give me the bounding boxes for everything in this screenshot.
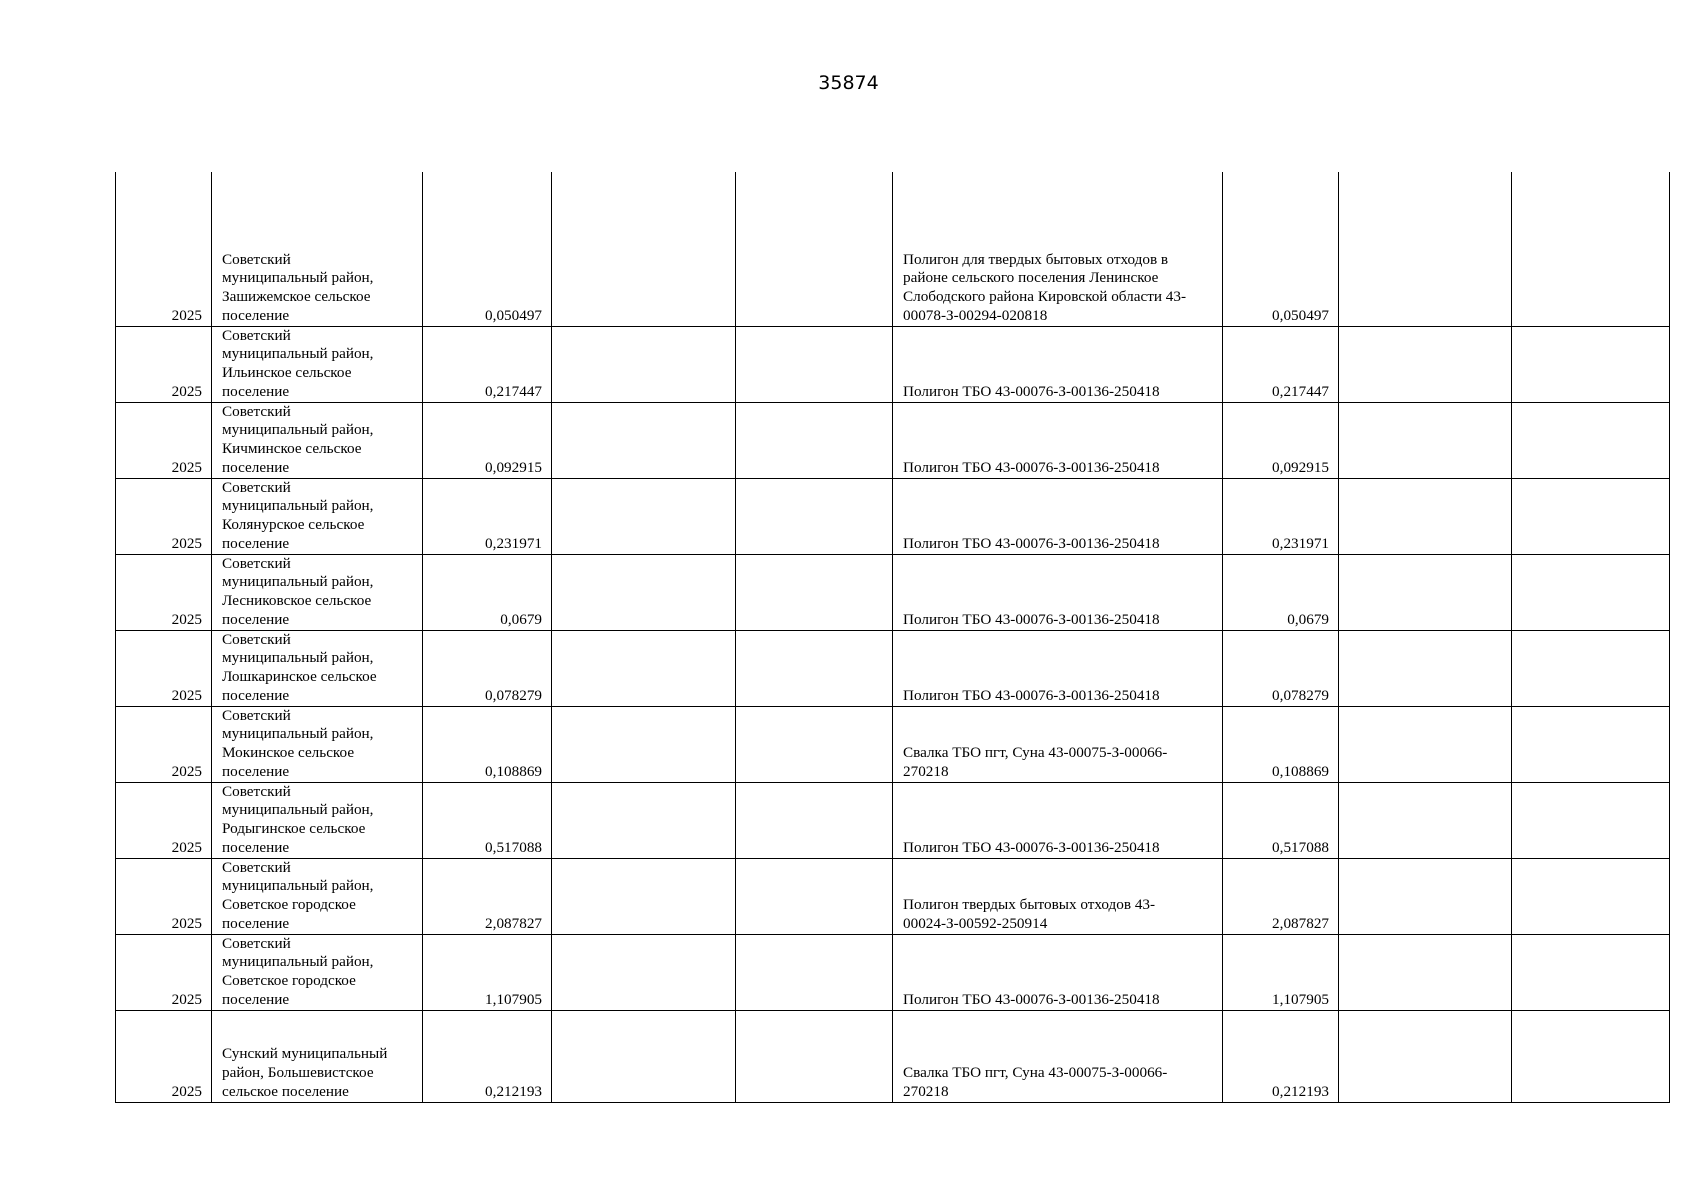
table-row: [116, 934, 1670, 1010]
empty-cell: [552, 172, 736, 326]
amount-cell: 0,517088: [423, 782, 552, 858]
empty-cell: [1512, 554, 1670, 630]
empty-cell: [1512, 630, 1670, 706]
empty-cell: [736, 554, 893, 630]
year-cell: 2025: [116, 402, 212, 478]
empty-cell: [552, 706, 736, 782]
empty-cell: [1339, 554, 1512, 630]
empty-cell: [1339, 402, 1512, 478]
municipality-cell: Советский муниципальный район, Кичминское сельское поселение: [212, 402, 423, 478]
facility-cell: Полигон для твердых бытовых отходов в районе сельского поселения Ленинское Слободского района Кировской области 43- 00078-З-00294-020818: [893, 172, 1223, 326]
empty-cell: [552, 934, 736, 1010]
empty-cell: [1512, 858, 1670, 934]
year-cell: 2025: [116, 1010, 212, 1102]
empty-cell: [1512, 172, 1670, 326]
table-row: [116, 478, 1670, 554]
empty-cell: [1512, 326, 1670, 402]
table-row: [116, 782, 1670, 858]
empty-cell: [552, 1010, 736, 1102]
municipality-cell: Советский муниципальный район, Ильинское сельское поселение: [212, 326, 423, 402]
municipality-cell: Советский муниципальный район, Советское городское поселение: [212, 858, 423, 934]
table-row: [116, 630, 1670, 706]
amount-cell: 0,078279: [423, 630, 552, 706]
year-cell: 2025: [116, 858, 212, 934]
table-body: [116, 172, 1670, 1102]
facility-cell: Полигон ТБО 43-00076-З-00136-250418: [893, 478, 1223, 554]
year-cell: 2025: [116, 782, 212, 858]
facility-amount-cell: 2,087827: [1223, 858, 1339, 934]
empty-cell: [736, 402, 893, 478]
empty-cell: [552, 858, 736, 934]
facility-amount-cell: 0,108869: [1223, 706, 1339, 782]
empty-cell: [736, 630, 893, 706]
municipality-cell: Советский муниципальный район, Родыгинское сельское поселение: [212, 782, 423, 858]
facility-cell: Свалка ТБО пгт, Суна 43-00075-З-00066- 270218: [893, 1010, 1223, 1102]
facility-cell: Полигон ТБО 43-00076-З-00136-250418: [893, 326, 1223, 402]
empty-cell: [1339, 326, 1512, 402]
facility-amount-cell: 0,0679: [1223, 554, 1339, 630]
empty-cell: [736, 858, 893, 934]
municipality-cell: Сунский муниципальный район, Большевистское сельское поселение: [212, 1010, 423, 1102]
facility-cell: Полигон твердых бытовых отходов 43- 00024-З-00592-250914: [893, 858, 1223, 934]
facility-amount-cell: 1,107905: [1223, 934, 1339, 1010]
empty-cell: [552, 630, 736, 706]
empty-cell: [552, 326, 736, 402]
waste-table: [115, 172, 1670, 1103]
facility-amount-cell: 0,517088: [1223, 782, 1339, 858]
facility-cell: Свалка ТБО пгт, Суна 43-00075-З-00066- 270218: [893, 706, 1223, 782]
year-cell: 2025: [116, 706, 212, 782]
amount-cell: 0,0679: [423, 554, 552, 630]
facility-amount-cell: 0,050497: [1223, 172, 1339, 326]
facility-cell: Полигон ТБО 43-00076-З-00136-250418: [893, 782, 1223, 858]
year-cell: 2025: [116, 172, 212, 326]
empty-cell: [1339, 706, 1512, 782]
empty-cell: [736, 706, 893, 782]
empty-cell: [1512, 478, 1670, 554]
empty-cell: [1512, 782, 1670, 858]
municipality-cell: Советский муниципальный район, Лошкаринское сельское поселение: [212, 630, 423, 706]
year-cell: 2025: [116, 326, 212, 402]
empty-cell: [1339, 630, 1512, 706]
empty-cell: [552, 782, 736, 858]
empty-cell: [1512, 402, 1670, 478]
facility-amount-cell: 0,092915: [1223, 402, 1339, 478]
page-number: 35874: [818, 72, 879, 94]
empty-cell: [552, 554, 736, 630]
table-row: [116, 326, 1670, 402]
table-row: [116, 706, 1670, 782]
empty-cell: [552, 402, 736, 478]
empty-cell: [1512, 1010, 1670, 1102]
municipality-cell: Советский муниципальный район, Мокинское сельское поселение: [212, 706, 423, 782]
empty-cell: [736, 172, 893, 326]
facility-cell: Полигон ТБО 43-00076-З-00136-250418: [893, 630, 1223, 706]
municipality-cell: Советский муниципальный район, Советское городское поселение: [212, 934, 423, 1010]
table-row: [116, 554, 1670, 630]
amount-cell: 1,107905: [423, 934, 552, 1010]
empty-cell: [1339, 478, 1512, 554]
amount-cell: 0,231971: [423, 478, 552, 554]
amount-cell: 2,087827: [423, 858, 552, 934]
empty-cell: [736, 934, 893, 1010]
empty-cell: [1339, 782, 1512, 858]
amount-cell: 0,092915: [423, 402, 552, 478]
amount-cell: 0,108869: [423, 706, 552, 782]
empty-cell: [1339, 934, 1512, 1010]
empty-cell: [1512, 706, 1670, 782]
facility-amount-cell: 0,078279: [1223, 630, 1339, 706]
municipality-cell: Советский муниципальный район, Лесниковское сельское поселение: [212, 554, 423, 630]
facility-cell: Полигон ТБО 43-00076-З-00136-250418: [893, 554, 1223, 630]
facility-amount-cell: 0,231971: [1223, 478, 1339, 554]
table-row: [116, 172, 1670, 326]
empty-cell: [736, 1010, 893, 1102]
facility-amount-cell: 0,212193: [1223, 1010, 1339, 1102]
year-cell: 2025: [116, 554, 212, 630]
amount-cell: 0,217447: [423, 326, 552, 402]
facility-amount-cell: 0,217447: [1223, 326, 1339, 402]
table-row: [116, 402, 1670, 478]
municipality-cell: Советский муниципальный район, Зашижемское сельское поселение: [212, 172, 423, 326]
empty-cell: [736, 782, 893, 858]
year-cell: 2025: [116, 478, 212, 554]
empty-cell: [1339, 858, 1512, 934]
empty-cell: [1512, 934, 1670, 1010]
empty-cell: [1339, 1010, 1512, 1102]
facility-cell: Полигон ТБО 43-00076-З-00136-250418: [893, 402, 1223, 478]
amount-cell: 0,050497: [423, 172, 552, 326]
facility-cell: Полигон ТБО 43-00076-З-00136-250418: [893, 934, 1223, 1010]
table-row: [116, 1010, 1670, 1102]
empty-cell: [736, 478, 893, 554]
year-cell: 2025: [116, 934, 212, 1010]
municipality-cell: Советский муниципальный район, Колянурское сельское поселение: [212, 478, 423, 554]
table-row: [116, 858, 1670, 934]
year-cell: 2025: [116, 630, 212, 706]
amount-cell: 0,212193: [423, 1010, 552, 1102]
empty-cell: [1339, 172, 1512, 326]
empty-cell: [736, 326, 893, 402]
empty-cell: [552, 478, 736, 554]
